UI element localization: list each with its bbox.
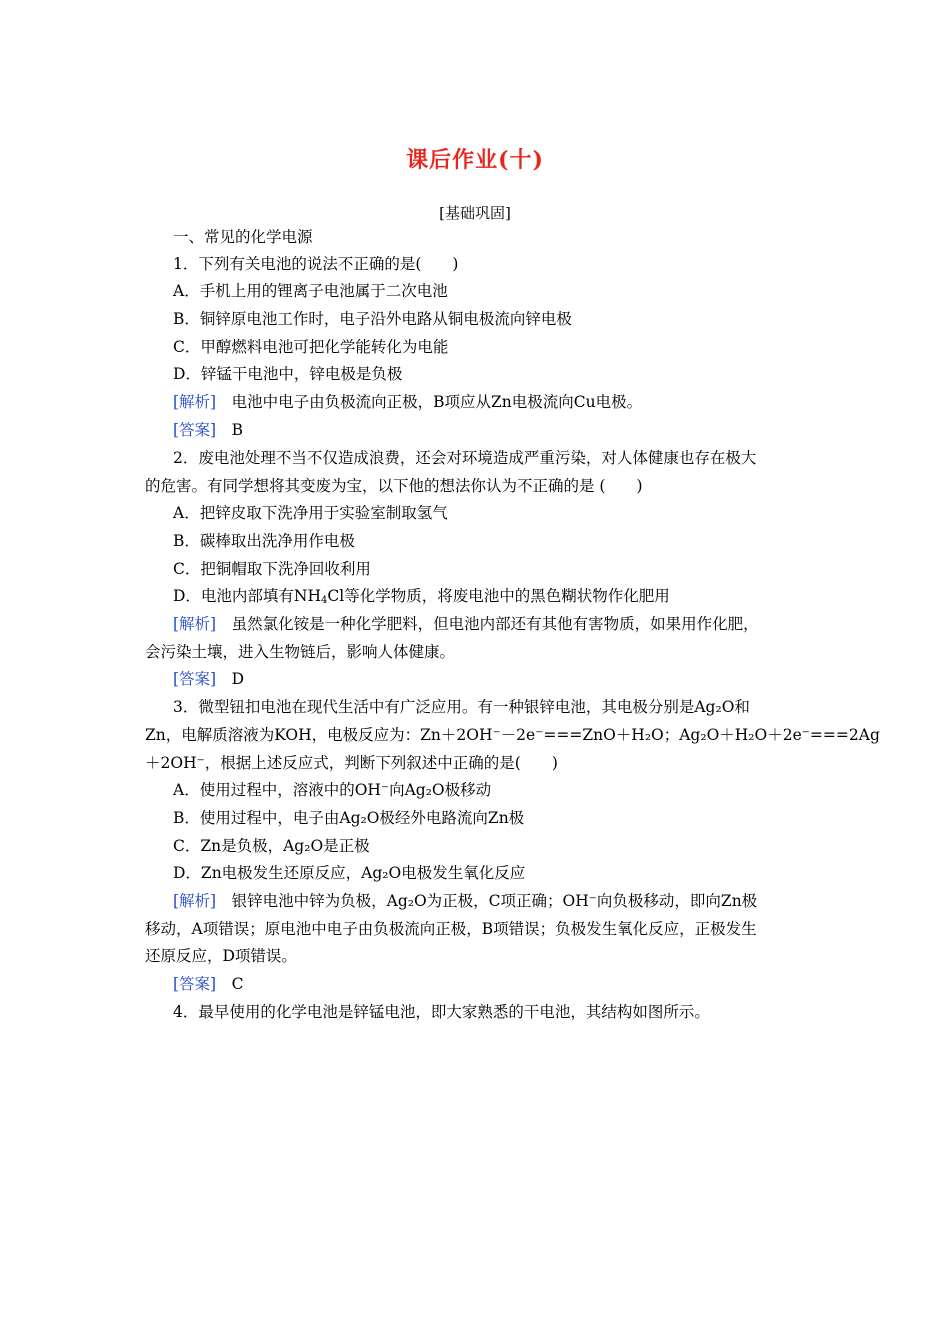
option-d-text-start: D．电池内部填有NH <box>173 587 322 605</box>
analysis-text: 虽然氯化铵是一种化学肥料，但电池内部还有其他有害物质，如果用作化肥， <box>231 615 759 633</box>
question-2-option-b: B．碳棒取出洗净用作电极 <box>173 532 355 550</box>
analysis-tag: [解析] <box>173 615 217 633</box>
question-4-stem: 4．最早使用的化学电池是锌锰电池，即大家熟悉的干电池，其结构如图所示。 <box>173 1003 710 1021</box>
answer-text: C <box>231 975 244 993</box>
analysis-text: 电池中电子由负极流向正极，B项应从Zn电极流向Cu电极。 <box>231 393 643 411</box>
question-1-analysis <box>173 392 642 412</box>
question-2-stem-line1: 2．废电池处理不当不仅造成浪费，还会对环境造成严重污染，对人体健康也存在极大 <box>173 449 757 467</box>
question-2-stem-line2: 的危害。有同学想将其变废为宝，以下他的想法你认为不正确的是 ( ) <box>145 477 643 495</box>
question-2-answer <box>173 669 244 689</box>
question-3-stem-line1: 3．微型钮扣电池在现代生活中有广泛应用。有一种银锌电池，其电极分别是Ag₂O和 <box>173 698 750 716</box>
question-3-stem-line3: ＋2OH⁻，根据上述反应式，判断下列叙述中正确的是( ) <box>145 754 558 772</box>
section-heading: 一、常见的化学电源 <box>173 228 313 246</box>
question-3-option-a: A．使用过程中，溶液中的OH⁻向Ag₂O极移动 <box>173 781 492 799</box>
section-subheading: [基础巩固] <box>439 204 511 222</box>
question-3-analysis-line3: 还原反应，D项错误。 <box>145 947 297 965</box>
question-1-option-b: B．铜锌原电池工作时，电子沿外电路从铜电极流向锌电极 <box>173 310 572 328</box>
answer-tag: [答案] <box>173 670 217 688</box>
question-3-stem-line2: Zn，电解质溶液为KOH，电极反应为：Zn＋2OH⁻－2e⁻===ZnO＋H₂O；Ag₂O＋H₂O＋2e⁻===2Ag <box>145 726 880 744</box>
question-2-analysis-line2: 会污染土壤，进入生物链后，影响人体健康。 <box>145 643 456 661</box>
question-3-option-c: C．Zn是负极，Ag₂O是正极 <box>173 837 370 855</box>
question-2-option-a: A．把锌皮取下洗净用于实验室制取氢气 <box>173 504 448 522</box>
analysis-tag: [解析] <box>173 393 217 411</box>
answer-tag: [答案] <box>173 421 217 439</box>
analysis-tag: [解析] <box>173 892 217 910</box>
question-1-option-a: A．手机上用的锂离子电池属于二次电池 <box>173 282 448 300</box>
question-3-answer <box>173 974 244 994</box>
question-3-analysis-line2: 移动，A项错误；原电池中电子由负极流向正极，B项错误；负极发生氧化反应，正极发生 <box>145 920 757 938</box>
option-d-text-end: Cl等化学物质，将废电池中的黑色糊状物作化肥用 <box>327 587 670 605</box>
question-2-analysis-line1 <box>173 614 759 634</box>
question-3-option-d: D．Zn电极发生还原反应，Ag₂O电极发生氧化反应 <box>173 864 526 882</box>
question-3-option-b: B．使用过程中，电子由Ag₂O极经外电路流向Zn极 <box>173 809 525 827</box>
question-2-option-d <box>173 586 670 611</box>
question-1-answer <box>173 420 243 440</box>
analysis-text: 银锌电池中锌为负极，Ag₂O为正极，C项正确；OH⁻向负极移动，即向Zn极 <box>231 892 758 910</box>
answer-text: B <box>231 421 244 439</box>
answer-text: D <box>231 670 245 688</box>
option-d-subscript: 4 <box>321 595 328 606</box>
answer-tag: [答案] <box>173 975 217 993</box>
question-1-option-c: C．甲醇燃料电池可把化学能转化为电能 <box>173 338 449 356</box>
question-1-stem: 1．下列有关电池的说法不正确的是( ) <box>173 255 459 273</box>
question-1-option-d: D．锌锰干电池中，锌电极是负极 <box>173 365 403 383</box>
question-3-analysis-line1 <box>173 891 757 911</box>
question-2-option-c: C．把铜帽取下洗净回收利用 <box>173 560 371 578</box>
page-title: 课后作业(十) <box>406 147 544 173</box>
